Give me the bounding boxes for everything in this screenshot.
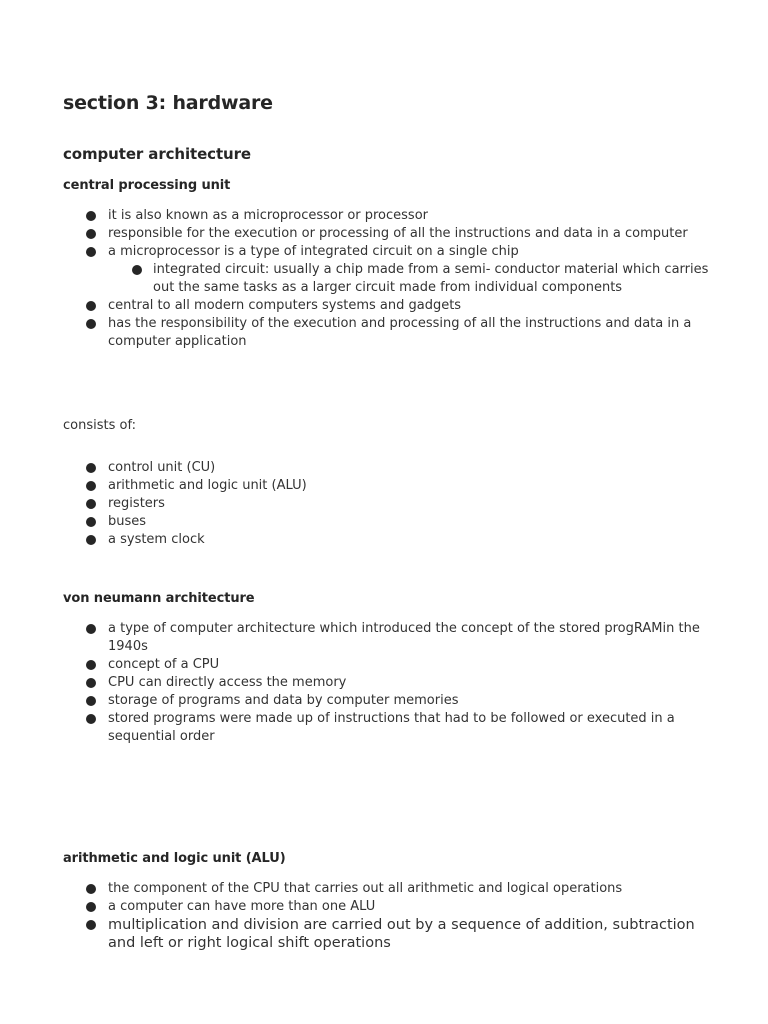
von-neumann-bullet-list (63, 620, 713, 746)
subheading-central-processing-unit: central processing unit (63, 178, 231, 193)
section-heading-computer-architecture: computer architecture (63, 145, 251, 163)
list-item: a computer can have more than one ALU (63, 898, 713, 916)
list-item: registers (63, 495, 713, 513)
consists-of-label: consists of: (63, 418, 136, 433)
list-item: arithmetic and logic unit (ALU) (63, 477, 713, 495)
list-item: a system clock (63, 531, 713, 549)
alu-bullet-list (63, 880, 713, 952)
list-item: storage of programs and data by computer memories (63, 692, 713, 710)
cpu-bullet-list (63, 207, 713, 351)
page-title: section 3: hardware (63, 92, 273, 114)
list-item: stored programs were made up of instructions that had to be followed or executed in a sequential order (63, 710, 713, 746)
list-item: responsible for the execution or processing of all the instructions and data in a computer (63, 225, 713, 243)
list-item-nested: integrated circuit: usually a chip made from a semi- conductor material which carries out the same tasks as a larger circuit made from individual components (63, 261, 713, 297)
subheading-von-neumann-architecture: von neumann architecture (63, 591, 255, 606)
list-item: the component of the CPU that carries out all arithmetic and logical operations (63, 880, 713, 898)
list-item: a microprocessor is a type of integrated circuit on a single chip (63, 243, 713, 261)
list-item: CPU can directly access the memory (63, 674, 713, 692)
cpu-components-list (63, 459, 713, 549)
list-item: a type of computer architecture which introduced the concept of the stored progRAMin the 1940s (63, 620, 713, 656)
subheading-arithmetic-and-logic-unit: arithmetic and logic unit (ALU) (63, 851, 286, 866)
list-item: control unit (CU) (63, 459, 713, 477)
list-item: multiplication and division are carried out by a sequence of addition, subtraction and left or right logical shift operations (63, 916, 713, 952)
list-item: concept of a CPU (63, 656, 713, 674)
list-item: central to all modern computers systems and gadgets (63, 297, 713, 315)
list-item: has the responsibility of the execution and processing of all the instructions and data in a computer application (63, 315, 713, 351)
list-item: buses (63, 513, 713, 531)
list-item: it is also known as a microprocessor or processor (63, 207, 713, 225)
